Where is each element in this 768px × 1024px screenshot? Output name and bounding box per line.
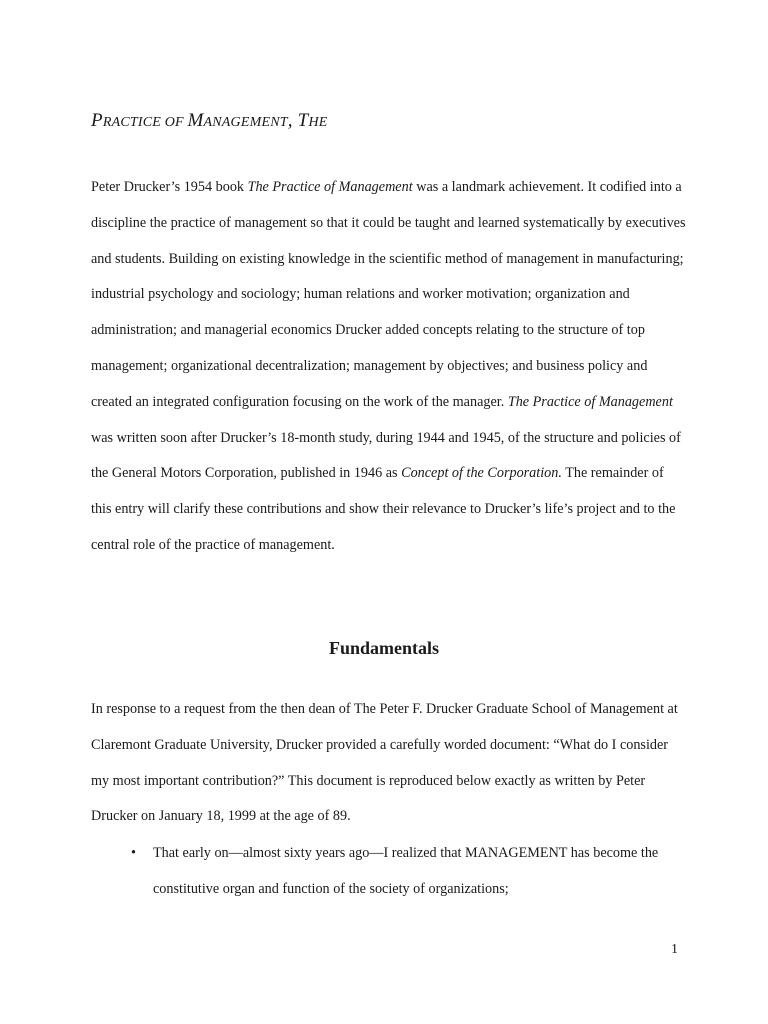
intro-paragraph [91, 170, 687, 564]
list-item-text: That early on—almost sixty years ago—I realized that MANAGEMENT has become the constitutive organ and function of the society of organizations; [153, 845, 659, 897]
title-smallcaps: ANAGEMENT [203, 115, 288, 130]
book-title: Concept of the Corporation. [401, 465, 562, 482]
title-smallcaps: HE [308, 115, 328, 130]
bullet-list [91, 836, 687, 908]
section-heading: Fundamentals [328, 638, 440, 658]
title-initial: M [187, 110, 204, 131]
title-smallcaps: RACTICE OF [102, 115, 188, 130]
bullet-icon: • [131, 845, 136, 861]
book-title: The Practice of Management [247, 179, 413, 195]
paragraph-text: Peter Drucker’s 1954 book [91, 179, 248, 195]
paragraph-text: was written soon after Drucker’s 18-month study, during 1944 and 1945, of the structure and policies of the General Motors Corporation, published in 1946 as [91, 429, 681, 482]
title-initial: T [297, 110, 309, 131]
page-number: 1 [671, 942, 678, 957]
title-initial: P [91, 110, 103, 131]
document-title [91, 110, 328, 132]
title-separator: , [287, 110, 298, 131]
paragraph-text: was a landmark achievement. It codified into a discipline the practice of management so that it could be taught and learned systematically by executives and students. Building on existing knowledge in the scientific method of management in manufacturing; industrial psychology and sociology; human relations and worker motivation; organization and administration; and managerial economics Drucker added concepts relating to the structure of top management; organizational decentralization; management by objectives; and business policy and created an integrated configuration focusing on the work of the manager. [91, 179, 686, 410]
book-title: The Practice of Management [507, 393, 673, 410]
list-item [91, 836, 687, 908]
fundamentals-paragraph: In response to a request from the then dean of The Peter F. Drucker Graduate School of Management at Claremont Graduate University, Drucker provided a carefully worded document: “What do I consider my most important contribution?” This document is reproduced below exactly as written by Peter Drucker on January 18, 1999 at the age of 89. [91, 701, 678, 825]
paragraph-text: The remainder of this entry will clarify these contributions and show their relevance to Drucker’s life’s project and to the central role of the practice of management. [91, 465, 676, 553]
